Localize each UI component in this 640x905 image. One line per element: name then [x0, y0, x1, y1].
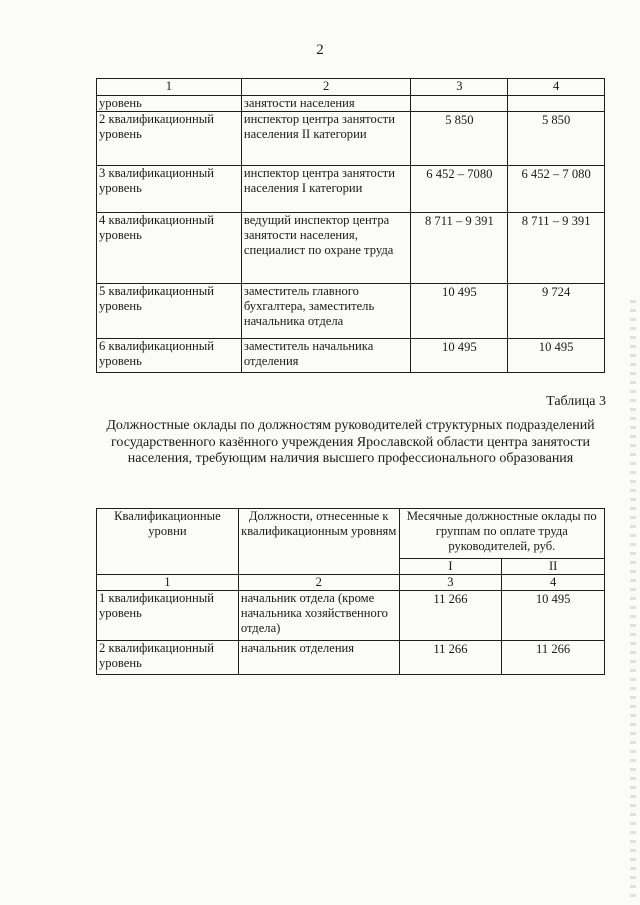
header-positions: Должности, отнесенные к квалификационным уровням [238, 509, 399, 575]
header-group-2: II [502, 559, 605, 575]
salary-cell: 8 711 – 9 391 [411, 213, 508, 284]
salary-table-continued [96, 78, 605, 373]
table-row [97, 591, 605, 641]
salary-cell: 6 452 – 7080 [411, 166, 508, 213]
salary-cell: 5 850 [508, 112, 605, 166]
column-number: 1 [97, 575, 239, 591]
table-row [97, 213, 605, 284]
table-title: Должностные оклады по должностям руководителей структурных подразделений государственного казённого учреждения Ярославской области центра занятости населения, требующим наличия высшего профессионального образования [106, 418, 595, 466]
table-row [97, 641, 605, 675]
table-header-row [97, 509, 605, 559]
level-cell: 2 квалификационный уровень [97, 112, 242, 166]
level-cell: 5 квалификационный уровень [97, 284, 242, 339]
salary-cell: 10 495 [411, 284, 508, 339]
table-header-row [97, 79, 605, 96]
salary-cell: 6 452 – 7 080 [508, 166, 605, 213]
salary-cell: 5 850 [411, 112, 508, 166]
header-levels: Квалификационные уровни [97, 509, 239, 575]
salary-cell: 11 266 [502, 641, 605, 675]
header-cell: 2 [241, 79, 411, 96]
header-cell: 4 [508, 79, 605, 96]
salary-cell: 9 724 [508, 284, 605, 339]
page-number: 2 [316, 42, 324, 58]
column-number: 3 [399, 575, 502, 591]
header-cell: 1 [97, 79, 242, 96]
level-cell: 4 квалификационный уровень [97, 213, 242, 284]
salary-cell: 8 711 – 9 391 [508, 213, 605, 284]
salary-cell: 11 266 [399, 591, 502, 641]
table-row [97, 339, 605, 373]
header-monthly-salaries: Месячные должностные оклады по группам по оплате труда руководителей, руб. [399, 509, 604, 559]
column-numbers-row [97, 575, 605, 591]
position-cell: заместитель главного бухгалтера, заместитель начальника отдела [241, 284, 411, 339]
level-cell: 1 квалификационный уровень [97, 591, 239, 641]
position-cell: занятости населения [241, 96, 411, 112]
position-cell: ведущий инспектор центра занятости населения, специалист по охране труда [241, 213, 411, 284]
table-row [97, 166, 605, 213]
salary-cell: 11 266 [399, 641, 502, 675]
header-group-1: I [399, 559, 502, 575]
salary-cell [508, 96, 605, 112]
position-cell: заместитель начальника отделения [241, 339, 411, 373]
salary-cell: 10 495 [411, 339, 508, 373]
level-cell: 2 квалификационный уровень [97, 641, 239, 675]
column-number: 4 [502, 575, 605, 591]
manager-salary-table [96, 508, 605, 675]
column-number: 2 [238, 575, 399, 591]
level-cell: 3 квалификационный уровень [97, 166, 242, 213]
table-row [97, 112, 605, 166]
scan-edge-marks [630, 300, 636, 900]
table-caption: Таблица 3 [546, 394, 606, 409]
salary-cell: 10 495 [508, 339, 605, 373]
position-cell: инспектор центра занятости населения II категории [241, 112, 411, 166]
salary-cell: 10 495 [502, 591, 605, 641]
table-row [97, 284, 605, 339]
level-cell: уровень [97, 96, 242, 112]
position-cell: начальник отделения [238, 641, 399, 675]
header-cell: 3 [411, 79, 508, 96]
table-row [97, 96, 605, 112]
position-cell: инспектор центра занятости населения I категории [241, 166, 411, 213]
position-cell: начальник отдела (кроме начальника хозяйственного отдела) [238, 591, 399, 641]
salary-cell [411, 96, 508, 112]
level-cell: 6 квалификационный уровень [97, 339, 242, 373]
